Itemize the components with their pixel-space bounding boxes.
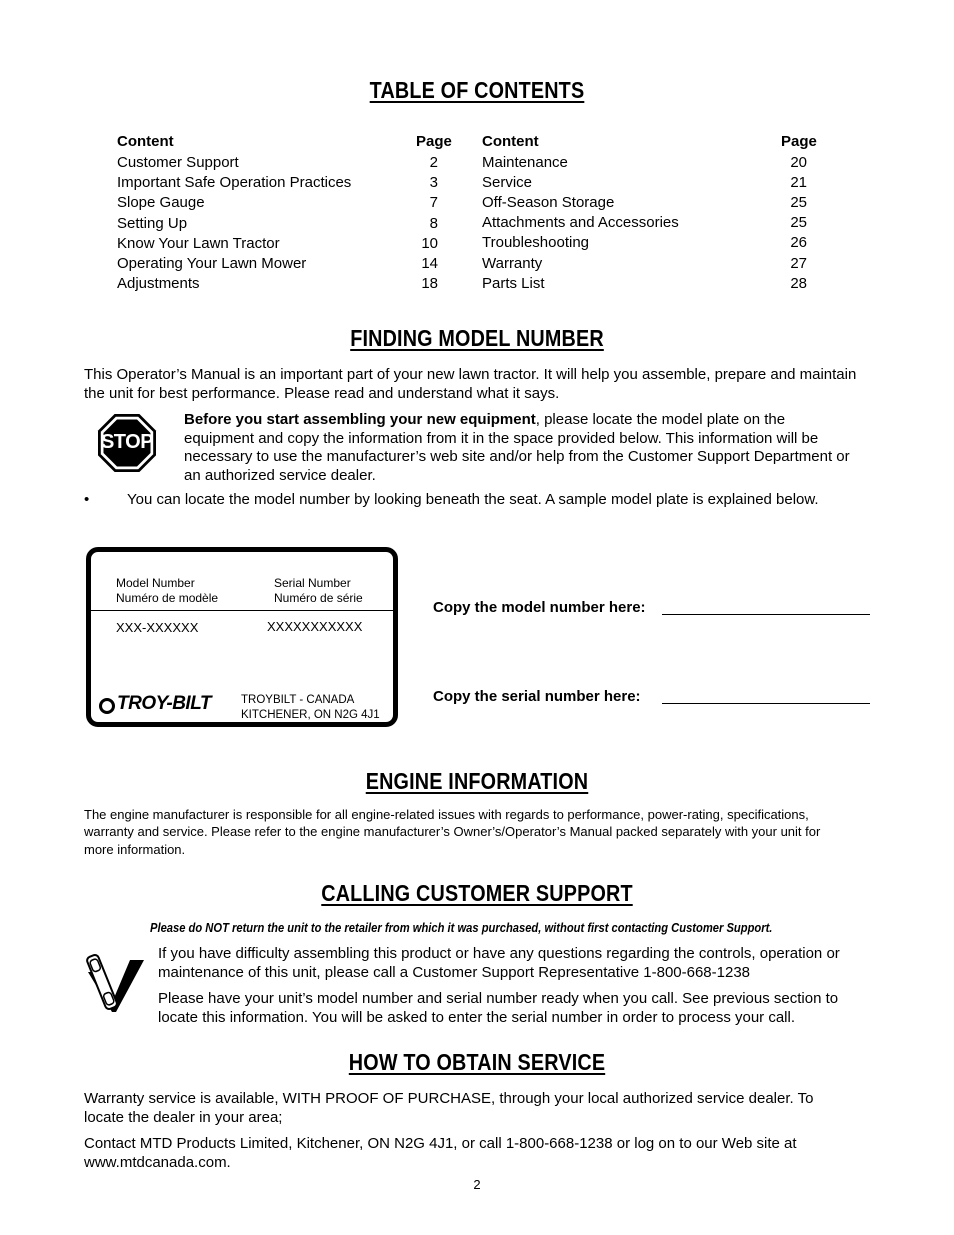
toc-entry-label[interactable]: Customer Support (117, 154, 239, 171)
plate-divider (91, 610, 393, 611)
bullet-text: You can locate the model number by looking beneath the seat. A sample model plate is explained below. (127, 491, 819, 508)
toc-entry-page: 2 (429, 154, 438, 171)
support-text-line: locate this information. You will be asked to enter the serial number in order to process your call. (158, 1009, 796, 1026)
toc-right-header-content: Content (482, 133, 539, 150)
stop-instruction-line: equipment and copy the information from it in the space provided below. This information will be (184, 430, 819, 447)
model-plate (86, 547, 398, 727)
toc-entry-page: 7 (429, 194, 438, 211)
toc-entry-label[interactable]: Troubleshooting (482, 234, 590, 251)
toc-entry-page: 28 (790, 275, 807, 292)
toc-entry-page: 26 (790, 234, 807, 251)
toc-entry-label[interactable]: Off-Season Storage (482, 194, 615, 211)
model-heading: FINDING MODEL NUMBER (350, 325, 604, 351)
support-text-line: Please have your unit’s model number and serial number ready when you call. See previous section to (158, 990, 839, 1007)
toc-entry-label[interactable]: Know Your Lawn Tractor (117, 235, 280, 252)
toc-entry-label[interactable]: Attachments and Accessories (482, 214, 679, 231)
model-intro-line: This Operator’s Manual is an important part of your new lawn tractor. It will help you assemble, prepare and maintain (84, 366, 857, 383)
toc-left-header-content: Content (117, 133, 174, 150)
toc-entry-page: 25 (790, 214, 807, 231)
toc-entry-label[interactable]: Slope Gauge (117, 194, 205, 211)
toc-entry-page: 10 (421, 235, 438, 252)
service-heading: HOW TO OBTAIN SERVICE (348, 1049, 606, 1075)
support-text-line: If you have difficulty assembling this product or have any questions regarding the controls, operation or (158, 945, 840, 962)
toc-entry-page: 21 (790, 174, 807, 191)
toc-entry-label[interactable]: Warranty (482, 255, 543, 272)
copy-serial-label: Copy the serial number here: (433, 688, 641, 705)
plate-brand: TROY-BILT (117, 693, 211, 714)
toc-entry-label[interactable]: Operating Your Lawn Mower (117, 255, 307, 272)
plate-serial-label-fr: Numéro de série (274, 591, 363, 605)
toc-entry-page: 27 (790, 255, 807, 272)
plate-serial-value: XXXXXXXXXXX (267, 619, 363, 634)
plate-serial-label-en: Serial Number (274, 576, 351, 590)
support-text-line: maintenance of this unit, please call a Customer Support Representative 1-800-668-1238 (158, 964, 751, 981)
service-text-line: Contact MTD Products Limited, Kitchener, ON N2G 4J1, or call 1-800-668-1238 or log on to our Web site at (84, 1135, 797, 1152)
stop-instruction-bold: Before you start assembling your new equipment (184, 411, 536, 428)
engine-text-line: warranty and service. Please refer to the engine manufacturer’s Owner’s/Operator’s Manual packed separately with your unit for (84, 824, 821, 839)
toc-entry-page: 8 (429, 215, 438, 232)
copy-model-line[interactable] (662, 614, 870, 615)
stop-sign-label: STOP (100, 431, 154, 453)
toc-entry-label[interactable]: Important Safe Operation Practices (117, 174, 352, 191)
stop-instruction-rest: , please locate the model plate on the (535, 411, 786, 428)
plate-model-value: XXX-XXXXXX (116, 620, 199, 635)
copy-serial-line[interactable] (662, 703, 870, 704)
toc-left-header-page: Page (416, 133, 452, 150)
toc-entry-page: 18 (421, 275, 438, 292)
toc-entry-label[interactable]: Setting Up (117, 215, 188, 232)
toc-heading: TABLE OF CONTENTS (369, 77, 585, 103)
toc-right-header-page: Page (781, 133, 817, 150)
toc-entry-label[interactable]: Parts List (482, 275, 545, 292)
plate-model-label-en: Model Number (116, 576, 195, 590)
plate-address-line: KITCHENER, ON N2G 4J1 (241, 709, 380, 721)
service-website-line[interactable]: www.mtdcanada.com. (84, 1154, 231, 1171)
plate-address-line: TROYBILT - CANADA (241, 694, 355, 706)
toc-entry-page: 25 (790, 194, 807, 211)
copy-model-label: Copy the model number here: (433, 599, 646, 616)
support-heading: CALLING CUSTOMER SUPPORT (321, 880, 633, 906)
service-text-line: Warranty service is available, WITH PROOF OF PURCHASE, through your local authorized service dealer. To (84, 1090, 814, 1107)
bullet-marker: • (84, 491, 90, 508)
engine-text-line: more information. (84, 842, 186, 857)
brand-logo-icon (99, 698, 115, 714)
engine-text-line: The engine manufacturer is responsible for all engine-related issues with regards to performance, power-rating, specifications, (84, 807, 809, 822)
phone-icon (86, 950, 144, 1014)
toc-entry-page: 20 (790, 154, 807, 171)
toc-entry-label[interactable]: Adjustments (117, 275, 200, 292)
engine-heading: ENGINE INFORMATION (365, 768, 589, 794)
plate-model-label-fr: Numéro de modèle (116, 591, 219, 605)
support-notice: Please do NOT return the unit to the retailer from which it was purchased, without first contacting Customer Support. (150, 920, 773, 935)
stop-instruction-line: necessary to use the manufacturer’s web site and/or help from the Customer Support Department or (184, 448, 850, 465)
model-intro-line: the unit for best performance. Please read and understand what it says. (84, 385, 560, 402)
stop-sign-icon (97, 413, 157, 473)
stop-instruction-line: an authorized service dealer. (184, 467, 376, 484)
page-number: 2 (473, 1177, 481, 1192)
toc-entry-page: 14 (421, 255, 438, 272)
toc-entry-page: 3 (429, 174, 438, 191)
toc-entry-label[interactable]: Maintenance (482, 154, 568, 171)
stop-instruction-line (184, 410, 785, 429)
toc-entry-label[interactable]: Service (482, 174, 533, 191)
service-text-line: locate the dealer in your area; (84, 1109, 283, 1126)
